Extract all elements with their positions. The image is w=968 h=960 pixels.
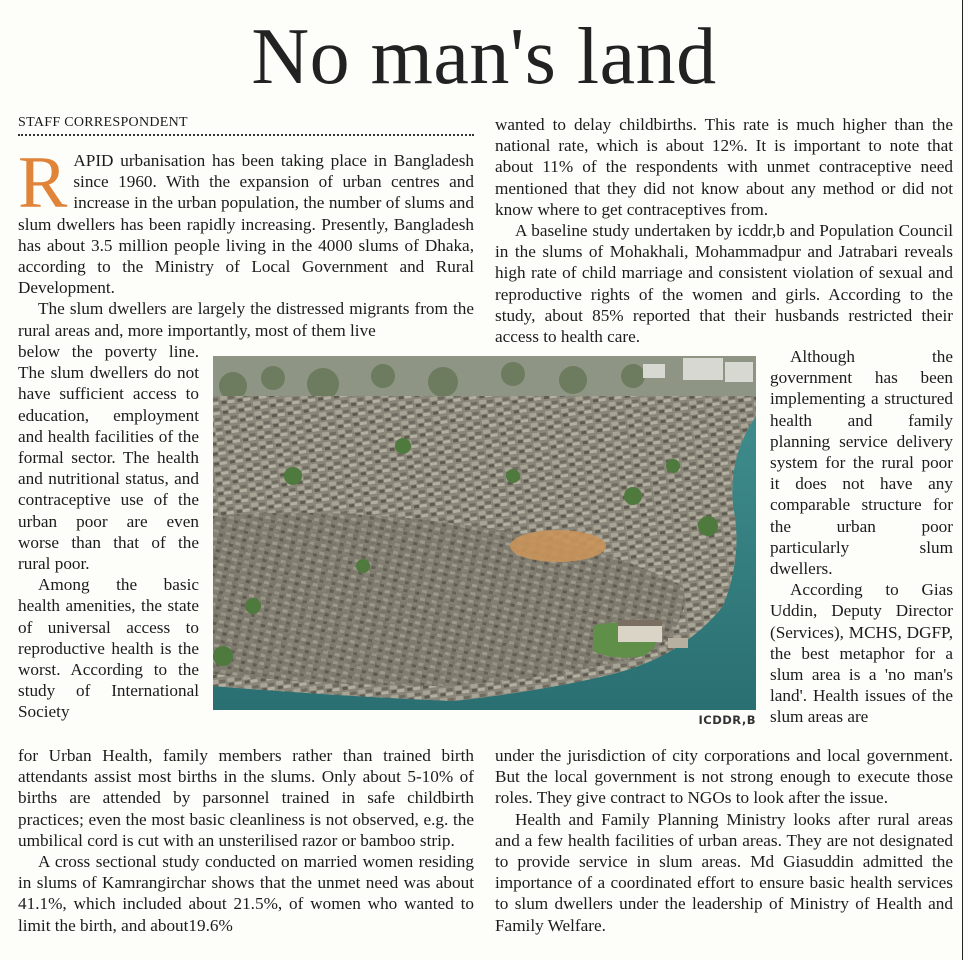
column-rule [962, 0, 963, 960]
byline: STAFF CORRESPONDENT [18, 115, 474, 136]
left-column-top [18, 142, 474, 341]
paragraph-slum-dwellers: The slum dwellers are largely the distressed migrants from the rural areas and, more importantly, most of them live [18, 299, 474, 340]
right-column-top [495, 114, 953, 347]
intro-paragraph: RAPID urbanisation has been taking place in Bangladesh since 1960. With the expansion of urban centres and increase in the urban population, the number of slums and slum dwellers has been rapidly increasing. Presently, Bangladesh has about 3.5 million people living in the 4000 slums of Dhaka, according to the Ministry of Local Government and Rural Development. [18, 142, 474, 298]
paragraph-kamrangirchar: A cross sectional study conducted on married women residing in slums of Kamrangirchar shows that the unmet need was about 41.1%, which included about 21.5%, of women who wanted to limit the birth, and about19.6% [18, 852, 474, 935]
left-column-narrow [18, 341, 199, 723]
photo-credit: ICDDR,B [698, 713, 756, 727]
right-column-narrow [770, 346, 953, 728]
paragraph-government: Although the government has been implementing a structured health and family planning service delivery system for the rural poor it does not have any comparable structure for the urban poor particularly slum dwellers. [770, 347, 953, 579]
paragraph-baseline-study: A baseline study undertaken by icddr,b and Population Council in the slums of Mohakhali, Mohammadpur and Jatrabari reveals high rate of child marriage and consistent violation of sexual and reproductive rights of the women and girls. According to the study, about 85% reported that their husbands restricted their access to health care. [495, 221, 953, 347]
paragraph-delay-childbirth: wanted to delay childbirths. This rate is much higher than the national rate, which is about 12%. It is important to note that about 11% of the respondents with unmet contraceptive need mentioned that they did not know about any method or did not know where to get contraceptives from. [495, 115, 953, 219]
paragraph-urban-health: for Urban Health, family members rather than trained birth attendants assist most births in the slums. Only about 5-10% of births are attended by parsonnel trained in safe childbirth practices; even the most basic cleanliness is not observed, e.g. the umbilical cord is cut with an unsterilised razor or bamboo strip. [18, 746, 474, 850]
paragraph-amenities: Among the basic health amenities, the state of universal access to reproductive health is the worst. According to the study of International Society [18, 575, 199, 722]
drop-cap: R [18, 142, 68, 224]
paragraph-ministry: Health and Family Planning Ministry looks after rural areas and a few health facilities of urban areas. They are not designated to provide service in slum areas. Md Giasuddin admitted the importance of a coordinated effort to ensure basic health services to slum dwellers under the leadership of Ministry of Health and Family Welfare. [495, 809, 953, 935]
paragraph-gias-uddin: According to Gias Uddin, Deputy Director (Services), MCHS, DGFP, the best metaphor for a slum area is a 'no man's land'. Health issues of the slum areas are [770, 580, 953, 727]
paragraph-poverty: below the poverty line. The slum dwellers do not have sufficient access to education, employment and health facilities of the formal sector. The health and nutritional status, and contraceptive use of the urban poor are even worse than that of the rural poor. [18, 342, 199, 574]
headline: No man's land [251, 13, 717, 101]
slum-aerial-photo [213, 356, 756, 710]
right-column-bottom [495, 745, 953, 936]
left-column-bottom [18, 745, 474, 936]
paragraph-jurisdiction: under the jurisdiction of city corporations and local government. But the local government is not strong enough to execute those roles. They give contract to NGOs to look after the issue. [495, 746, 953, 808]
